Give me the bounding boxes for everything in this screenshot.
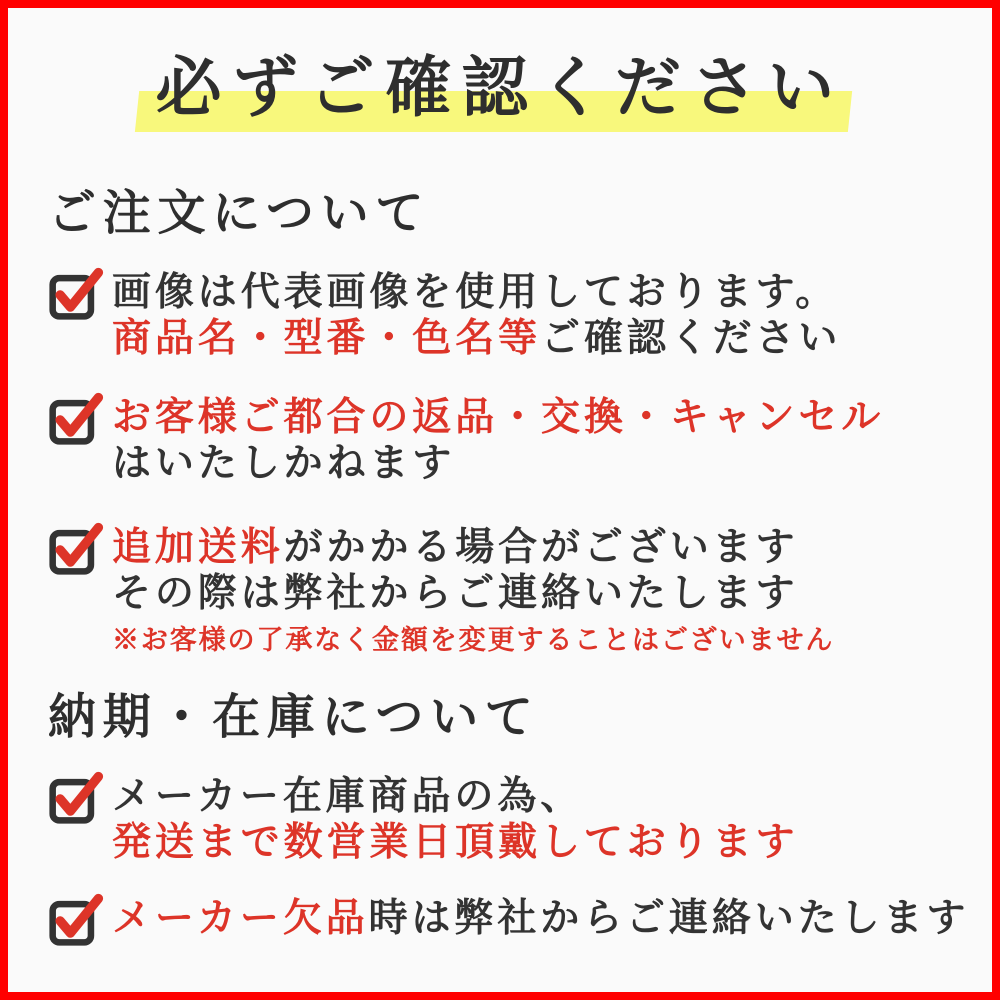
checked-checkbox-icon — [48, 391, 104, 447]
item-line: ご確認ください — [541, 314, 842, 361]
item-line-emphasis: 追加送料 — [112, 523, 284, 570]
checklist-item-maker-shortage — [48, 894, 970, 948]
item-line: メーカー在庫商品の為、 — [112, 772, 584, 819]
item-line-emphasis: お客様ご都合の返品・交換・キャンセル — [112, 393, 885, 440]
item-text — [112, 394, 952, 486]
checklist-item-returns — [48, 394, 952, 486]
item-text — [112, 773, 952, 865]
section-heading-delivery-stock: 納期・在庫について — [48, 689, 540, 746]
header — [48, 48, 952, 127]
item-line: 画像は代表画像を使用しております。 — [112, 268, 839, 315]
checked-checkbox-icon — [48, 266, 104, 322]
item-text — [112, 524, 952, 657]
section-heading-order: ご注文について — [48, 185, 431, 242]
item-line-emphasis: 発送まで数営業日頂戴しております — [112, 818, 799, 865]
item-line: 時は弊社からご連絡いたします — [368, 894, 970, 941]
checklist-item-extra-shipping — [48, 524, 952, 657]
item-line: はいたしかねます — [112, 439, 456, 486]
item-line-emphasis: 商品名・型番・色名等 — [112, 314, 542, 361]
checked-checkbox-icon — [48, 521, 104, 577]
item-text — [112, 895, 969, 941]
disclaimer-note: ※お客様の了承なく金額を変更することはございません — [112, 624, 835, 656]
checked-checkbox-icon — [48, 770, 104, 826]
checked-checkbox-icon — [48, 892, 104, 948]
item-line-emphasis: メーカー欠品 — [112, 894, 369, 941]
item-line: がかかる場合がございます — [283, 523, 799, 570]
page-title-text: 必ずご確認ください — [155, 48, 845, 126]
page-title — [155, 48, 844, 127]
item-line: その際は弊社からご連絡いたします — [112, 569, 799, 616]
item-text — [112, 269, 952, 361]
checklist-item-representative-image — [48, 269, 952, 361]
checklist-item-maker-stock — [48, 773, 952, 865]
